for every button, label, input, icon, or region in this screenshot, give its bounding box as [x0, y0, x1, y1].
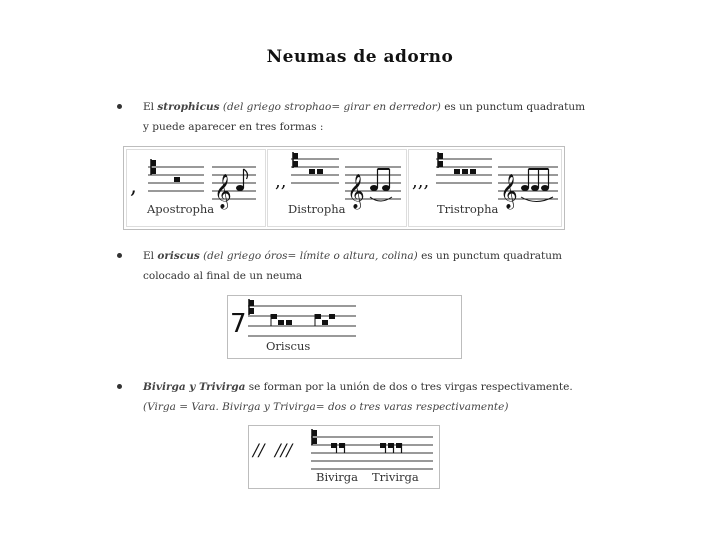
term-bivirga-trivirga: Bivirga y Trivirga — [143, 381, 246, 393]
bullet — [117, 384, 122, 389]
caption-apostropha: Apostropha — [147, 202, 215, 216]
oriscus-notation — [228, 296, 461, 358]
bullet — [117, 253, 122, 258]
svg-text:,,,: ,,, — [412, 171, 430, 192]
caption-bivirga: Bivirga — [316, 470, 359, 484]
svg-text:,: , — [130, 174, 137, 199]
strophicus-figure — [123, 146, 565, 230]
svg-text:𝄞: 𝄞 — [500, 174, 518, 209]
bullet — [117, 104, 122, 109]
oriscus-paragraph: El oriscus (del griego óros= límite o altura, colina) es un punctum quadratum colocado al final de un neuma — [143, 250, 562, 282]
virga-paragraph: Bivirga y Trivirga se forman por la unión de dos o tres virgas respectivamente. (Virga = Vara. Bivirga y Trivirga= dos o tres varas respectivamente) — [143, 381, 573, 413]
svg-text:𝄞: 𝄞 — [214, 174, 232, 209]
strophicus-paragraph: El strophicus (del griego strophao= girar en derredor) es un punctum quadratum y puede aparecer en tres formas : — [143, 101, 586, 133]
oriscus-figure — [227, 295, 462, 359]
term-oriscus: oriscus — [157, 250, 200, 262]
page-title: Neumas de adorno — [266, 47, 454, 67]
caption-trivirga: Trivirga — [372, 470, 419, 484]
svg-text:///: /// — [275, 441, 293, 461]
svg-text:7: 7 — [230, 309, 247, 339]
svg-text://: // — [253, 441, 265, 461]
caption-distropha: Distropha — [288, 202, 346, 216]
caption-oriscus: Oriscus — [266, 339, 311, 353]
term-strophicus: strophicus — [157, 101, 220, 113]
svg-text:𝄞: 𝄞 — [347, 174, 365, 209]
svg-text:,,: ,, — [275, 171, 287, 192]
virga-figure — [248, 425, 440, 489]
caption-tristropha: Tristropha — [437, 202, 499, 216]
